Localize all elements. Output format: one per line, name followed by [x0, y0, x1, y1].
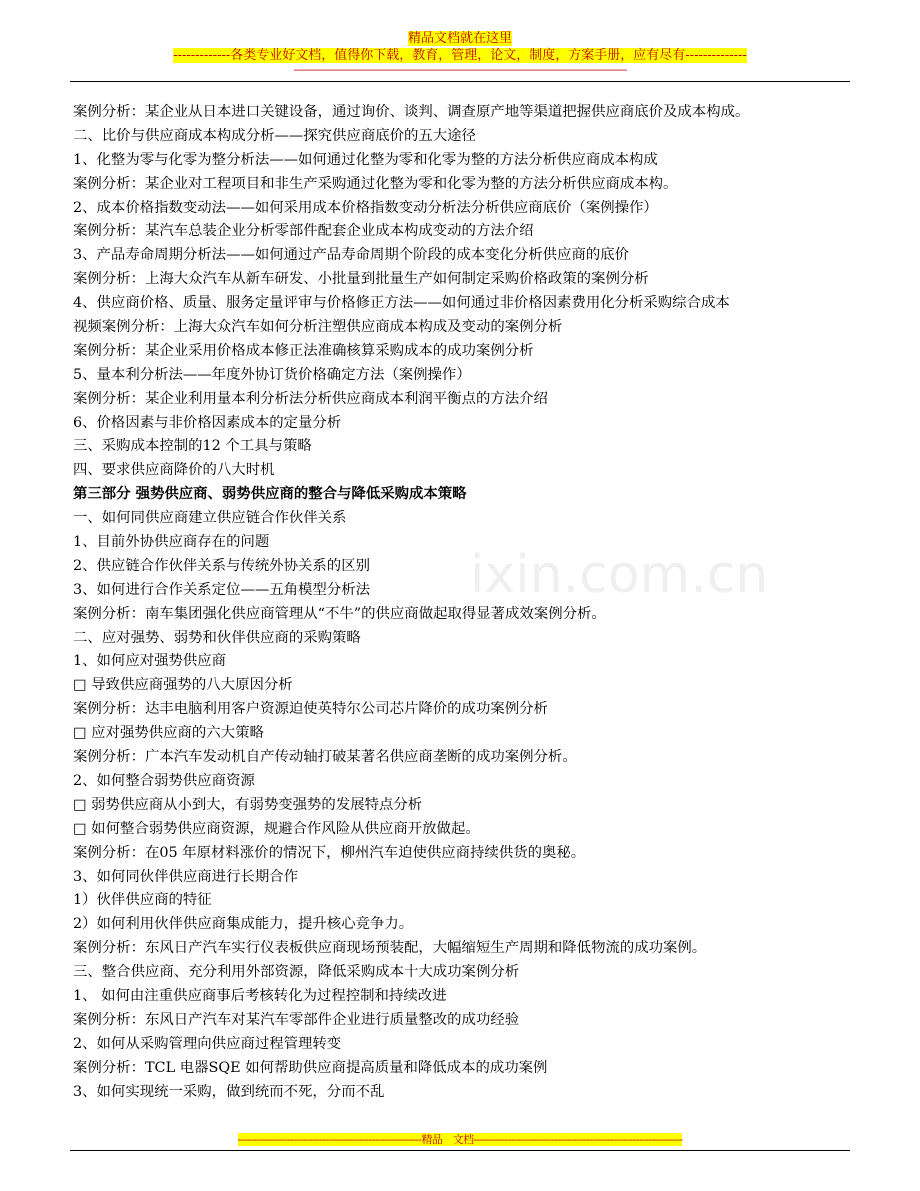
document-line: 2、成本价格指数变动法——如何采用成本价格指数变动分析法分析供应商底价（案例操作） — [73, 199, 658, 216]
document-line: 1）伙伴供应商的特征 — [73, 892, 212, 909]
document-line: 二、比价与供应商成本构成分析——探究供应商底价的五大途径 — [73, 127, 476, 144]
document-line: 3、产品寿命周期分析法——如何通过产品寿命周期个阶段的成本变化分析供应商的底价 — [73, 247, 630, 264]
document-line: 三、采购成本控制的12 个工具与策略 — [73, 438, 312, 455]
document-line: □ 导致供应商强势的八大原因分析 — [73, 677, 293, 694]
document-line: 案例分析：东风日产汽车实行仪表板供应商现场预装配，大幅缩短生产周期和降低物流的成功案例。 — [73, 940, 707, 957]
header-tagline-text: -------------各类专业好文档，值得你下载，教育，管理，论文，制度，方案手册，应有尽有-------------- — [173, 48, 747, 63]
document-body — [73, 101, 853, 1104]
document-line: 2）如何利用伙伴供应商集成能力，提升核心竞争力。 — [73, 916, 414, 933]
document-line: 案例分析：某企业利用量本利分析法分析供应商成本利润平衡点的方法介绍 — [73, 390, 548, 407]
document-line: 1、如何应对强势供应商 — [73, 653, 227, 670]
document-line: □ 如何整合弱势供应商资源，规避合作风险从供应商开放做起。 — [73, 820, 480, 837]
document-line: 案例分析：某企业采用价格成本修正法准确核算采购成本的成功案例分析 — [73, 342, 534, 359]
document-line: 三、整合供应商、充分利用外部资源，降低采购成本十大成功案例分析 — [73, 964, 520, 981]
document-line: □ 弱势供应商从小到大，有弱势变强势的发展特点分析 — [73, 796, 423, 813]
document-line: 3、如何进行合作关系定位——五角模型分析法 — [73, 581, 370, 598]
document-line: 1、 如何由注重供应商事后考核转化为过程控制和持续改进 — [73, 987, 447, 1004]
document-line: 1、目前外协供应商存在的问题 — [73, 534, 270, 551]
header-tagline — [0, 47, 920, 64]
document-line: 4、供应商价格、质量、服务定量评审与价格修正方法——如何通过非价格因素费用化分析采购综合成本 — [73, 295, 730, 312]
document-line: 6、价格因素与非价格因素成本的定量分析 — [73, 414, 342, 431]
document-line: 一、如何同供应商建立供应链合作伙伴关系 — [73, 510, 347, 527]
document-line: 2、如何整合弱势供应商资源 — [73, 772, 255, 789]
section-heading: 第三部分 强势供应商、弱势供应商的整合与降低采购成本策略 — [73, 486, 467, 503]
footer-text: -----------------------------------------------------------精品 文档------------------------------------------------------------------- — [237, 1133, 683, 1146]
document-line: 二、应对强势、弱势和伙伴供应商的采购策略 — [73, 629, 361, 646]
document-line: 3、如何同伙伴供应商进行长期合作 — [73, 868, 299, 885]
document-line: 案例分析：某汽车总装企业分析零部件配套企业成本构成变动的方法介绍 — [73, 223, 534, 240]
footer-rule — [70, 1150, 850, 1151]
document-line: 案例分析：某企业从日本进口关键设备，通过询价、谈判、调查原产地等渠道把握供应商底价及成本构成。 — [73, 104, 750, 120]
document-line: 案例分析：上海大众汽车从新车研发、小批量到批量生产如何制定采购价格政策的案例分析 — [73, 271, 649, 288]
document-line: 案例分析：广本汽车发动机自产传动轴打破某著名供应商垄断的成功案例分析。 — [73, 749, 577, 766]
header-title-text: 精品文档就在这里 — [407, 31, 512, 46]
document-line: 案例分析：南车集团强化供应商管理从“不牛”的供应商做起取得显著成效案例分析。 — [73, 605, 606, 622]
document-line: 5、量本利分析法——年度外协订货价格确定方法（案例操作） — [73, 366, 471, 383]
document-line: 视频案例分析：上海大众汽车如何分析注塑供应商成本构成及变动的案例分析 — [73, 319, 563, 336]
header-dashes — [0, 65, 920, 77]
header-rule — [70, 81, 850, 82]
document-line: 案例分析：东风日产汽车对某汽车零部件企业进行质量整改的成功经验 — [73, 1011, 520, 1028]
header-dashes-text: -------------------------------------------------------------------------------------------------------------------------------------------- — [293, 65, 627, 76]
document-line: 四、要求供应商降价的八大时机 — [73, 462, 275, 479]
watermark-text: ixin.com.cn — [470, 545, 769, 605]
document-line: 案例分析：某企业对工程项目和非生产采购通过化整为零和化零为整的方法分析供应商成本构。 — [73, 175, 678, 192]
document-line: 3、如何实现统一采购，做到统而不死，分而不乱 — [73, 1083, 385, 1100]
document-line: 1、化整为零与化零为整分析法——如何通过化整为零和化零为整的方法分析供应商成本构成 — [73, 151, 658, 168]
document-line: 2、如何从采购管理向供应商过程管理转变 — [73, 1035, 342, 1052]
document-line: 2、供应链合作伙伴关系与传统外协关系的区别 — [73, 557, 370, 574]
document-line: □ 应对强势供应商的六大策略 — [73, 725, 264, 742]
document-line: 案例分析：TCL 电器SQE 如何帮助供应商提高质量和降低成本的成功案例 — [73, 1059, 548, 1076]
document-line: 案例分析：达丰电脑利用客户资源迫使英特尔公司芯片降价的成功案例分析 — [73, 701, 548, 718]
header-title — [0, 30, 920, 47]
document-line: 案例分析：在05 年原材料涨价的情况下，柳州汽车迫使供应商持续供货的奥秘。 — [73, 844, 586, 861]
footer — [0, 1132, 920, 1147]
